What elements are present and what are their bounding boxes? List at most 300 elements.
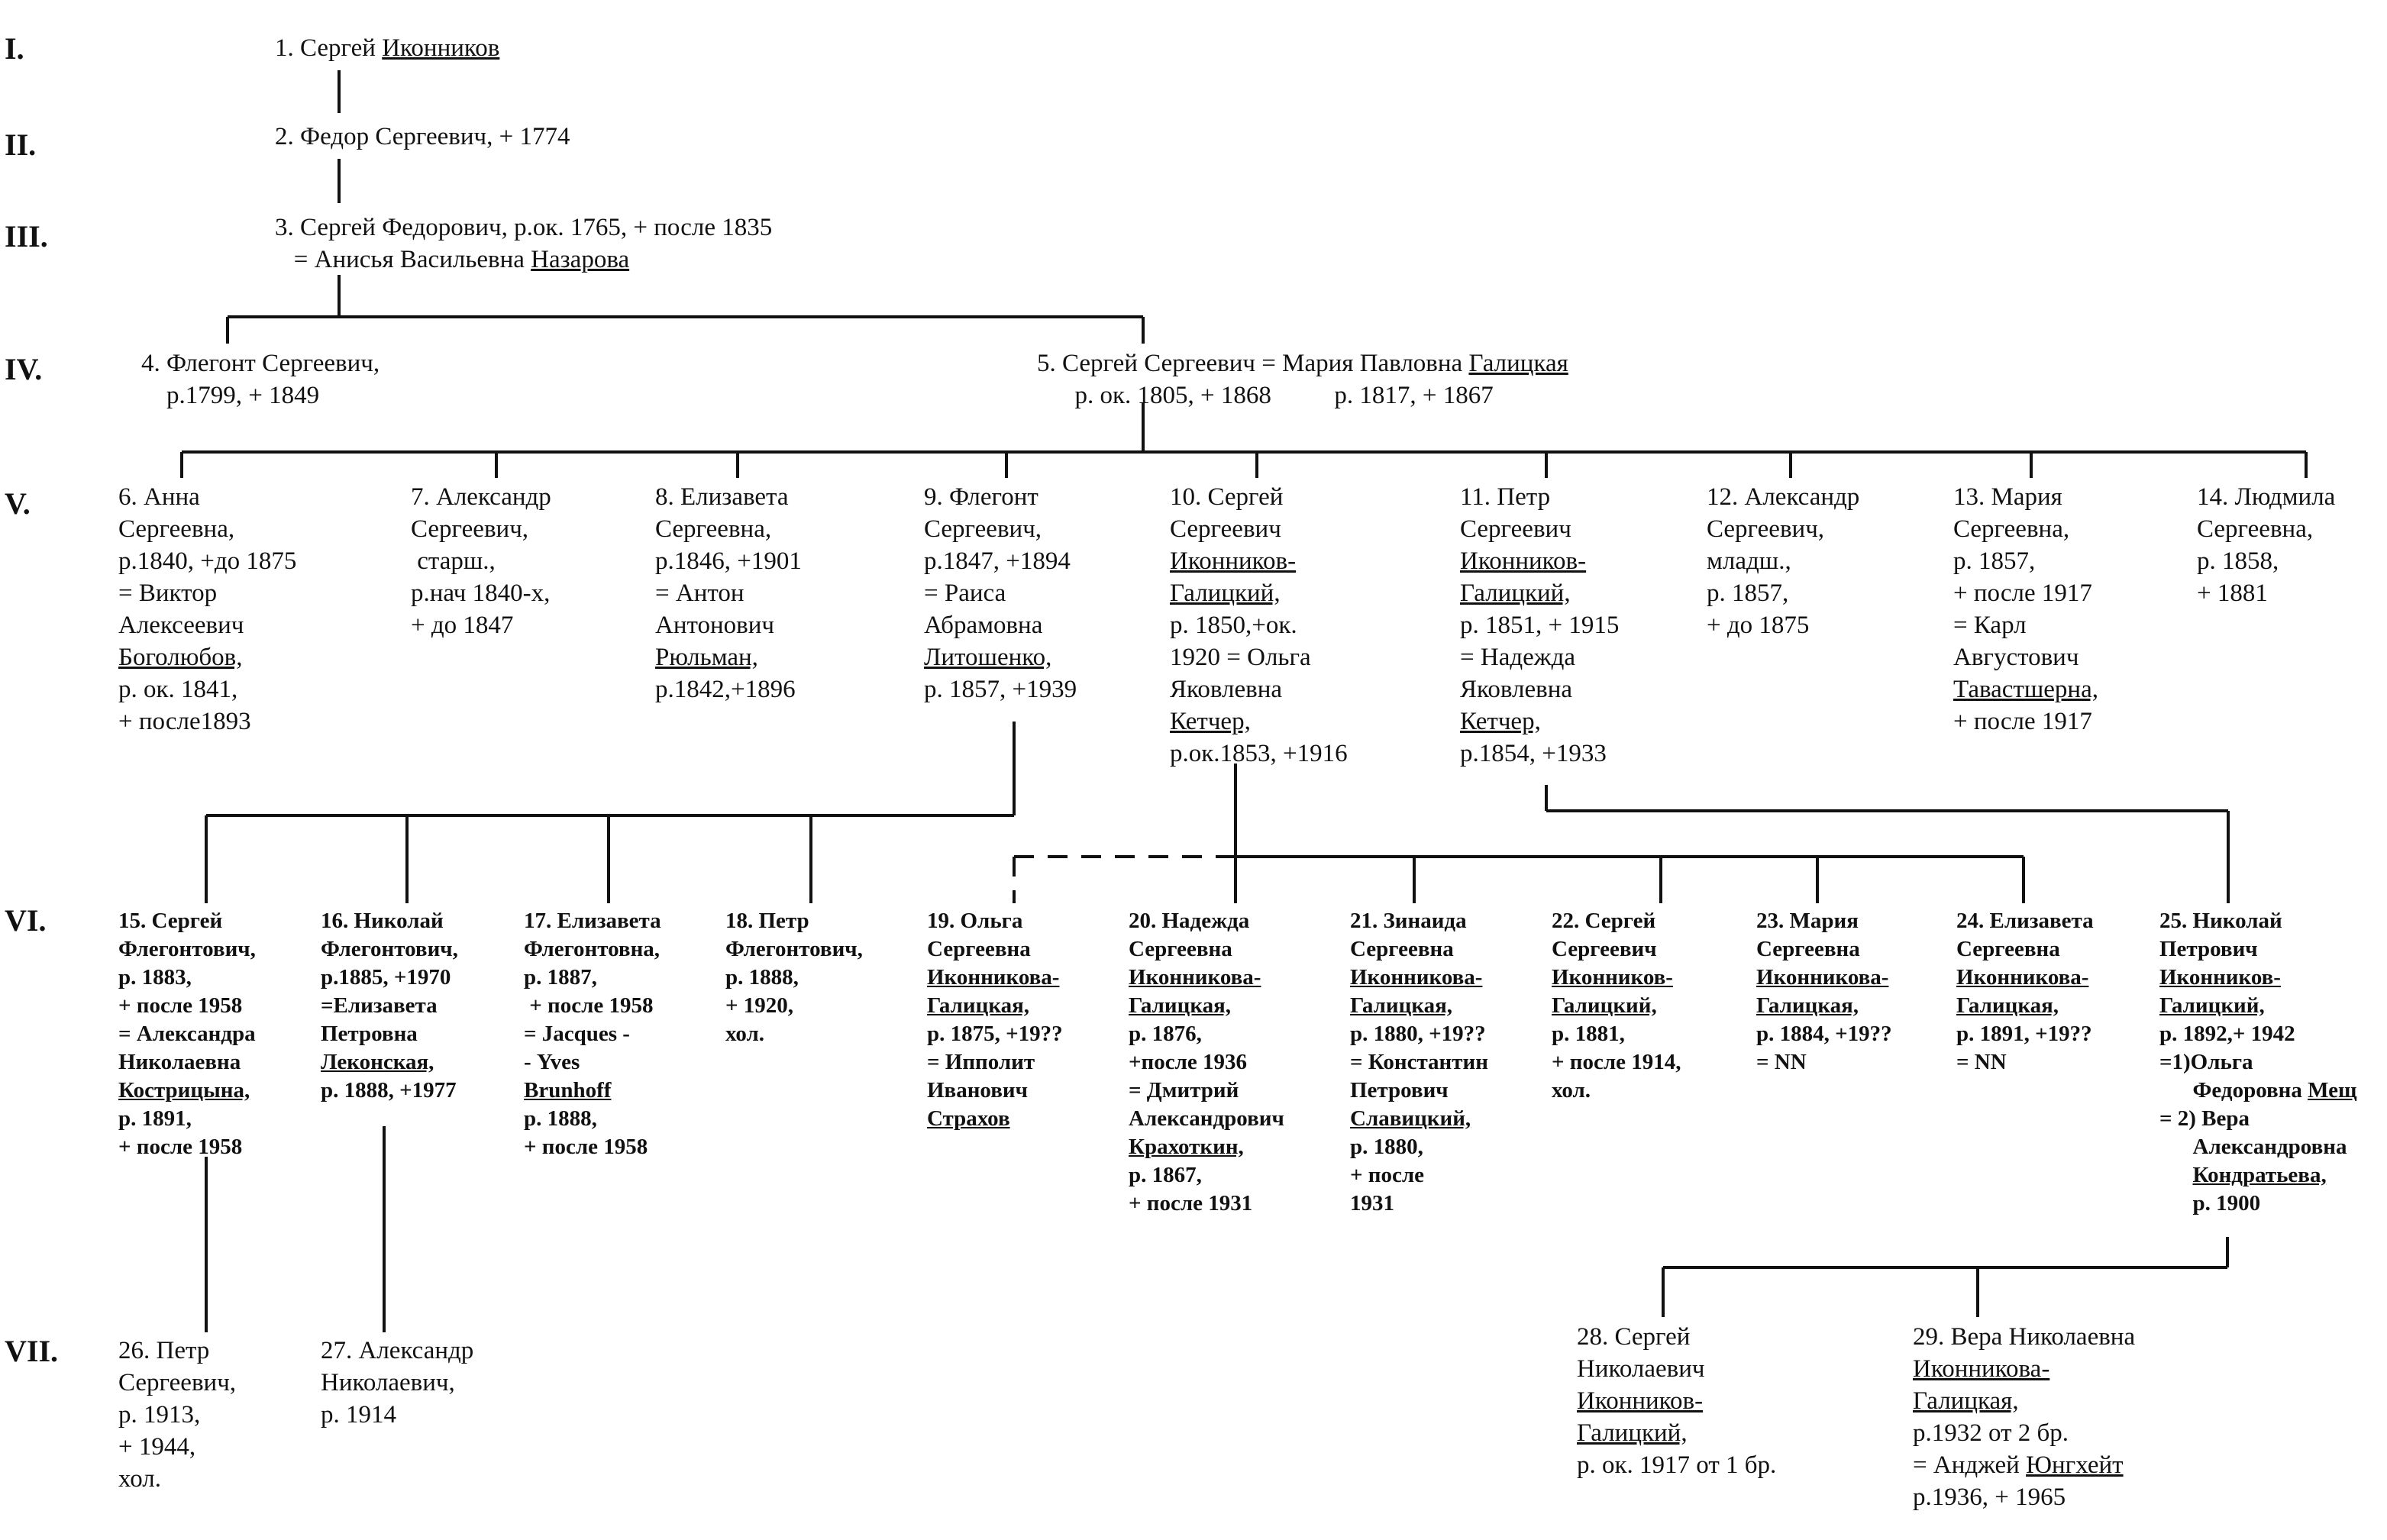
person-text: = Ипполит: [927, 1050, 1035, 1074]
person-line: [1756, 992, 1892, 1020]
person-5: [1037, 347, 1568, 412]
person-17: [524, 907, 661, 1161]
person-23: [1756, 907, 1892, 1077]
person-line: [275, 121, 570, 153]
person-line: [1756, 935, 1892, 964]
person-line: [2159, 1077, 2356, 1105]
person-line: [1129, 1190, 1284, 1218]
person-text: р.1846, +1901: [655, 547, 802, 575]
person-line: [1756, 964, 1892, 992]
person-line: [927, 1048, 1063, 1077]
person-line: [1913, 1449, 2135, 1481]
person-text: 11. Петр: [1460, 483, 1551, 511]
person-text: 16. Николай: [321, 909, 444, 933]
person-text: р. 1850,+ок.: [1170, 612, 1297, 639]
person-22: [1552, 907, 1681, 1105]
person-text: Александровна: [2159, 1135, 2347, 1159]
person-text: р. 1851, + 1915: [1460, 612, 1620, 639]
person-21: [1350, 907, 1488, 1218]
person-text: + после 1958: [118, 1135, 243, 1159]
person-line: [2159, 1048, 2356, 1077]
person-text: 10. Сергей: [1170, 483, 1284, 511]
person-line: [1913, 1353, 2135, 1385]
person-text: Федоровна: [2159, 1078, 2308, 1103]
person-line: [1170, 481, 1348, 513]
person-text: Флегонтович,: [321, 937, 458, 961]
person-line: [1577, 1353, 1776, 1385]
person-text: [2159, 1163, 2193, 1187]
person-line: [1350, 1020, 1488, 1048]
surname: Кондратьева,: [2192, 1163, 2327, 1187]
person-text: р. ок. 1805, + 1868 р. 1817, + 1867: [1037, 382, 1494, 409]
person-line: [655, 577, 802, 609]
person-line: [927, 964, 1063, 992]
person-text: р. 1884, +19??: [1756, 1022, 1892, 1046]
person-text: старш.,: [411, 547, 496, 575]
person-line: [1953, 641, 2098, 673]
person-text: - Yves: [524, 1050, 580, 1074]
person-line: [411, 577, 551, 609]
person-line: [1913, 1321, 2135, 1353]
person-text: + после 1931: [1129, 1191, 1253, 1216]
person-line: [1460, 738, 1619, 770]
person-text: Флегонтовна,: [524, 937, 661, 961]
person-line: [1552, 907, 1681, 935]
person-text: 17. Елизавета: [524, 909, 661, 933]
person-text: + после 1917: [1953, 580, 2092, 607]
person-text: р.1885, +1970: [321, 965, 451, 990]
person-line: [655, 641, 802, 673]
person-line: [275, 211, 772, 244]
person-line: [1756, 1020, 1892, 1048]
person-line: [2159, 992, 2356, 1020]
person-text: р.1840, +до 1875: [118, 547, 297, 575]
person-text: = Дмитрий: [1129, 1078, 1239, 1103]
surname: Страхов: [927, 1106, 1010, 1131]
surname: Кетчер,: [1170, 708, 1251, 735]
person-text: Сергеевна,: [655, 515, 772, 543]
person-text: + после 1958: [118, 993, 243, 1018]
person-text: р. 1867,: [1129, 1163, 1202, 1187]
person-line: [1129, 964, 1284, 992]
person-line: [1552, 964, 1681, 992]
person-line: [1953, 545, 2098, 577]
person-text: Антонович: [655, 612, 774, 639]
person-line: [927, 1105, 1063, 1133]
person-line: [1350, 1133, 1488, 1161]
generation-label-4: IV.: [5, 352, 43, 386]
person-text: Августович: [1953, 644, 2079, 671]
surname: Иконников-: [2159, 965, 2281, 990]
person-line: [118, 705, 296, 738]
surname: Галицкая,: [1129, 993, 1232, 1018]
person-text: Александрович: [1129, 1106, 1284, 1131]
surname: Иконников-: [1460, 547, 1587, 575]
person-text: = Анджей: [1913, 1451, 2027, 1479]
surname: Галицкая,: [1913, 1387, 2019, 1415]
person-text: + 1881: [2197, 580, 2268, 607]
person-text: р. 1880,: [1350, 1135, 1423, 1159]
person-text: Иванович: [927, 1078, 1028, 1103]
person-line: [2159, 1105, 2356, 1133]
person-line: [1460, 513, 1619, 545]
person-19: [927, 907, 1063, 1133]
person-line: [1913, 1417, 2135, 1449]
person-line: [2197, 481, 2335, 513]
person-line: [1707, 577, 1859, 609]
generation-label-6: VI.: [5, 903, 47, 938]
person-text: р. 1888, +1977: [321, 1078, 457, 1103]
person-line: [924, 513, 1077, 545]
person-text: + до 1875: [1707, 612, 1810, 639]
person-line: [1756, 1048, 1892, 1077]
person-line: [321, 1335, 473, 1367]
surname: Иконников: [382, 34, 500, 62]
person-text: р.1854, +1933: [1460, 740, 1607, 767]
person-line: [1350, 1190, 1488, 1218]
person-line: [1913, 1385, 2135, 1417]
person-line: [1350, 1105, 1488, 1133]
person-text: 18. Петр: [725, 909, 809, 933]
person-text: 12. Александр: [1707, 483, 1860, 511]
surname: Кетчер,: [1460, 708, 1541, 735]
person-line: [1552, 992, 1681, 1020]
person-28: [1577, 1321, 1776, 1481]
person-line: [118, 992, 256, 1020]
person-6: [118, 481, 296, 738]
person-text: 7. Александр: [411, 483, 551, 511]
person-line: [1956, 1020, 2094, 1048]
person-text: Сергеевич: [1552, 937, 1657, 961]
generation-label-2: II.: [5, 128, 37, 162]
surname: Иконникова-: [1350, 965, 1483, 990]
person-text: Сергеевна,: [118, 515, 235, 543]
person-text: р. 1887,: [524, 965, 597, 990]
person-text: + после 1914,: [1552, 1050, 1681, 1074]
person-text: 28. Сергей: [1577, 1323, 1691, 1351]
person-line: [655, 545, 802, 577]
person-line: [655, 673, 802, 705]
person-line: [118, 609, 296, 641]
surname: Иконников-: [1552, 965, 1673, 990]
person-text: р. 1891,: [118, 1106, 192, 1131]
person-line: [2159, 964, 2356, 992]
person-text: 1. Сергей: [275, 34, 383, 62]
person-line: [1170, 641, 1348, 673]
person-text: 1920 = Ольга: [1170, 644, 1311, 671]
person-text: хол.: [118, 1465, 162, 1493]
surname: Галицкий,: [1552, 993, 1657, 1018]
person-14: [2197, 481, 2335, 609]
person-text: = Александра: [118, 1022, 256, 1046]
person-line: [924, 673, 1077, 705]
person-3: [275, 211, 772, 276]
generation-label-5: V.: [5, 486, 31, 521]
surname: Галицкая,: [1350, 993, 1453, 1018]
person-line: [118, 935, 256, 964]
person-line: [118, 1367, 236, 1399]
surname: Галицкая,: [927, 993, 1030, 1018]
generation-label-7: VII.: [5, 1334, 59, 1368]
person-text: Флегонтович,: [118, 937, 256, 961]
person-line: [1956, 907, 2094, 935]
surname: Иконникова-: [1129, 965, 1261, 990]
person-text: р.нач 1840-х,: [411, 580, 551, 607]
surname: Иконникова-: [1956, 965, 2089, 990]
person-line: [524, 1020, 661, 1048]
person-line: [2159, 1190, 2356, 1218]
person-text: хол.: [725, 1022, 765, 1046]
person-text: + 1920,: [725, 993, 794, 1018]
person-7: [411, 481, 551, 641]
person-line: [1707, 609, 1859, 641]
person-text: 9. Флегонт: [924, 483, 1038, 511]
surname: Славицкий,: [1350, 1106, 1471, 1131]
person-line: [524, 935, 661, 964]
person-line: [2159, 1133, 2356, 1161]
person-line: [1129, 1077, 1284, 1105]
person-text: + после 1958: [524, 1135, 648, 1159]
person-line: [924, 641, 1077, 673]
person-text: р. 1857, +1939: [924, 676, 1077, 703]
person-text: =Елизавета: [321, 993, 438, 1018]
person-line: [2197, 545, 2335, 577]
person-text: р. 1881,: [1552, 1022, 1625, 1046]
person-text: 26. Петр: [118, 1337, 210, 1364]
person-text: 20. Надежда: [1129, 909, 1250, 933]
person-29: [1913, 1321, 2135, 1513]
person-text: Яковлевна: [1460, 676, 1573, 703]
person-text: + 1944,: [118, 1433, 196, 1461]
person-text: 21. Зинаида: [1350, 909, 1467, 933]
person-text: Сергеевич: [1170, 515, 1281, 543]
person-text: Сергеевна,: [2197, 515, 2314, 543]
person-text: =1)Ольга: [2159, 1050, 2253, 1074]
person-line: [1460, 481, 1619, 513]
person-line: [1170, 513, 1348, 545]
person-line: [411, 609, 551, 641]
person-line: [141, 379, 380, 412]
person-text: р. ок. 1917 от 1 бр.: [1577, 1451, 1777, 1479]
person-text: Сергеевич,: [924, 515, 1042, 543]
surname: Крахоткин,: [1129, 1135, 1244, 1159]
surname: Тавастшерна,: [1953, 676, 2098, 703]
surname: Галицкий,: [2159, 993, 2265, 1018]
person-line: [725, 964, 863, 992]
person-text: = Виктор: [118, 580, 218, 607]
person-text: Сергеевна: [1956, 937, 2060, 961]
person-26: [118, 1335, 236, 1495]
person-line: [1037, 347, 1568, 379]
person-8: [655, 481, 802, 705]
person-line: [1707, 481, 1859, 513]
person-line: [118, 1020, 256, 1048]
person-line: [1170, 577, 1348, 609]
person-line: [927, 1077, 1063, 1105]
person-line: [927, 1020, 1063, 1048]
person-text: р. 1858,: [2197, 547, 2279, 575]
person-16: [321, 907, 458, 1105]
person-text: 13. Мария: [1953, 483, 2062, 511]
person-line: [927, 907, 1063, 935]
person-line: [1577, 1385, 1776, 1417]
person-18: [725, 907, 863, 1048]
surname: Литошенко,: [924, 644, 1052, 671]
person-text: 19. Ольга: [927, 909, 1023, 933]
person-line: [1129, 907, 1284, 935]
person-line: [1460, 673, 1619, 705]
person-text: 6. Анна: [118, 483, 200, 511]
person-20: [1129, 907, 1284, 1218]
surname: Иконников-: [1170, 547, 1297, 575]
person-text: р.1799, + 1849: [141, 382, 320, 409]
person-line: [1170, 705, 1348, 738]
person-text: = Надежда: [1460, 644, 1576, 671]
person-line: [1350, 992, 1488, 1020]
person-line: [1129, 1105, 1284, 1133]
person-line: [1129, 1133, 1284, 1161]
person-line: [1129, 1020, 1284, 1048]
person-text: Сергеевна,: [1953, 515, 2070, 543]
person-line: [924, 481, 1077, 513]
person-line: [118, 673, 296, 705]
person-text: = Антон: [655, 580, 745, 607]
person-line: [118, 545, 296, 577]
person-line: [275, 32, 499, 64]
person-line: [725, 1020, 863, 1048]
person-text: 8. Елизавета: [655, 483, 789, 511]
person-text: Сергеевна: [1129, 937, 1232, 961]
person-text: р. 1857,: [1707, 580, 1789, 607]
person-line: [1913, 1481, 2135, 1513]
surname: Леконская,: [321, 1050, 434, 1074]
person-text: Сергеевич,: [1707, 515, 1825, 543]
person-line: [321, 1020, 458, 1048]
person-text: р. 1875, +19??: [927, 1022, 1063, 1046]
person-24: [1956, 907, 2094, 1077]
person-line: [118, 1105, 256, 1133]
person-line: [1956, 964, 2094, 992]
person-line: [118, 907, 256, 935]
person-line: [1350, 1161, 1488, 1190]
surname: Иконникова-: [1913, 1355, 2050, 1383]
person-line: [118, 1463, 236, 1495]
person-10: [1170, 481, 1348, 770]
person-line: [411, 513, 551, 545]
person-line: [1552, 935, 1681, 964]
person-line: [321, 1048, 458, 1077]
person-line: [1350, 1048, 1488, 1077]
person-text: + после1893: [118, 708, 251, 735]
person-text: Сергеевна: [927, 937, 1031, 961]
person-line: [321, 1367, 473, 1399]
person-line: [524, 1048, 661, 1077]
person-line: [1707, 545, 1859, 577]
person-text: р.1936, + 1965: [1913, 1484, 2066, 1511]
person-text: 14. Людмила: [2197, 483, 2336, 511]
person-text: р.1847, +1894: [924, 547, 1071, 575]
person-line: [1756, 907, 1892, 935]
person-line: [2159, 1020, 2356, 1048]
person-text: Абрамовна: [924, 612, 1043, 639]
person-text: 2. Федор Сергеевич, + 1774: [275, 123, 570, 150]
surname: Назарова: [531, 246, 630, 273]
person-line: [1956, 935, 2094, 964]
person-text: р.1842,+1896: [655, 676, 796, 703]
person-line: [118, 1335, 236, 1367]
person-line: [1460, 609, 1619, 641]
person-line: [1577, 1449, 1776, 1481]
person-text: р. 1891, +19??: [1956, 1022, 2092, 1046]
person-text: 22. Сергей: [1552, 909, 1656, 933]
person-line: [321, 1077, 458, 1105]
person-text: младш.,: [1707, 547, 1791, 575]
person-line: [118, 577, 296, 609]
person-line: [524, 1133, 661, 1161]
person-2: [275, 121, 570, 153]
person-text: Сергеевна: [1350, 937, 1454, 961]
surname: Иконников-: [1577, 1387, 1704, 1415]
person-text: 25. Николай: [2159, 909, 2282, 933]
person-line: [1037, 379, 1568, 412]
person-line: [411, 545, 551, 577]
person-text: + после 1917: [1953, 708, 2092, 735]
person-text: Петровна: [321, 1022, 418, 1046]
person-1: [275, 32, 499, 64]
person-line: [1953, 609, 2098, 641]
person-line: [1460, 545, 1619, 577]
person-text: 23. Мария: [1756, 909, 1859, 933]
person-text: 1931: [1350, 1191, 1394, 1216]
person-text: р. 1883,: [118, 965, 192, 990]
person-text: р. 1876,: [1129, 1022, 1202, 1046]
person-line: [927, 992, 1063, 1020]
person-text: = Анисья Васильевна: [275, 246, 531, 273]
person-line: [2159, 935, 2356, 964]
person-text: 24. Елизавета: [1956, 909, 2094, 933]
person-text: Сергеевич,: [411, 515, 529, 543]
person-text: Сергеевич: [1460, 515, 1571, 543]
person-11: [1460, 481, 1619, 770]
person-text: 27. Александр: [321, 1337, 474, 1364]
person-line: [1460, 577, 1619, 609]
surname: Рюльман,: [655, 644, 758, 671]
person-line: [118, 964, 256, 992]
person-text: Яковлевна: [1170, 676, 1283, 703]
surname: Иконникова-: [1756, 965, 1889, 990]
person-line: [1953, 481, 2098, 513]
person-line: [1552, 1048, 1681, 1077]
person-text: 5. Сергей Сергеевич = Мария Павловна: [1037, 350, 1469, 377]
person-text: = NN: [1756, 1050, 1807, 1074]
surname: Brunhoff: [524, 1078, 612, 1103]
surname: Юнгхейт: [2026, 1451, 2124, 1479]
person-27: [321, 1335, 473, 1431]
person-text: р.1932 от 2 бр.: [1913, 1419, 2069, 1447]
person-text: р. 1892,+ 1942: [2159, 1022, 2295, 1046]
person-4: [141, 347, 380, 412]
surname: Галицкая,: [1756, 993, 1859, 1018]
person-text: + после: [1350, 1163, 1424, 1187]
person-text: хол.: [1552, 1078, 1591, 1103]
person-line: [1577, 1417, 1776, 1449]
person-text: = Карл: [1953, 612, 2027, 639]
person-line: [1953, 513, 2098, 545]
person-line: [1350, 1077, 1488, 1105]
person-line: [321, 1399, 473, 1431]
person-text: р. 1888,: [725, 965, 799, 990]
person-line: [1129, 1048, 1284, 1077]
